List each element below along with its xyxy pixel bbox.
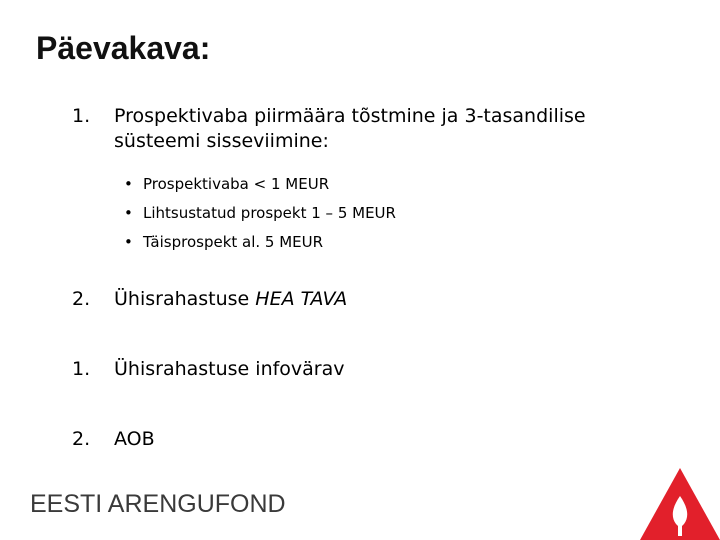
sublist-item-text: Prospektivaba < 1 MEUR [143, 175, 330, 193]
tree-logo-icon [640, 466, 720, 540]
agenda-item-2 [72, 287, 644, 312]
bullet-icon: • [124, 204, 133, 222]
agenda-sublist [124, 170, 396, 257]
sublist-item-text: Lihtsustatud prospekt 1 – 5 MEUR [143, 204, 396, 222]
slide-title: Päevakava: [36, 30, 211, 66]
bullet-icon: • [124, 175, 133, 193]
agenda-item-3 [72, 357, 644, 382]
sublist-item [124, 228, 396, 257]
agenda-item-text [114, 287, 644, 312]
agenda-item-text: Prospektivaba piirmäära tõstmine ja 3-tasandilise süsteemi sisseviimine: [114, 105, 586, 152]
sublist-item [124, 170, 396, 199]
agenda-item-number: 1. [72, 105, 91, 127]
agenda-item-text-plain: Ühisrahastuse [114, 288, 256, 310]
agenda-item-text: AOB [114, 428, 155, 450]
sublist-item [124, 199, 396, 228]
sublist-item-text: Täisprospekt al. 5 MEUR [143, 233, 324, 251]
footer-logo-text: EESTI ARENGUFOND [30, 490, 286, 518]
agenda-item-number: 1. [72, 358, 91, 380]
agenda-item-number: 2. [72, 428, 91, 450]
agenda-item-4 [72, 427, 644, 452]
agenda-item-text-italic: HEA TAVA [255, 288, 348, 310]
bullet-icon: • [124, 233, 133, 251]
agenda-item-1 [72, 104, 644, 251]
agenda-item-text: Ühisrahastuse infovärav [114, 358, 345, 380]
agenda-item-number: 2. [72, 288, 91, 310]
